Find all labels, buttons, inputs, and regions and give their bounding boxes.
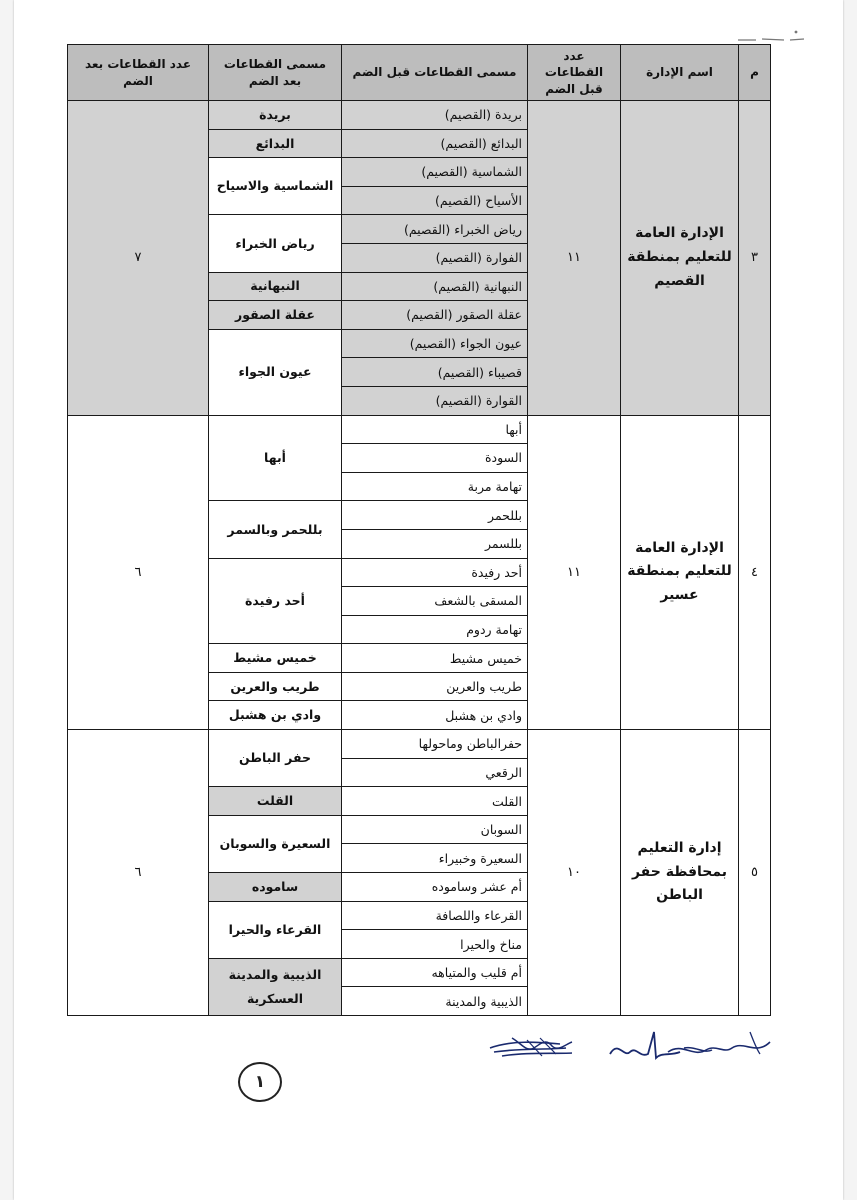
sector-before-cell: أحد رفيدة bbox=[342, 558, 528, 587]
row-number-cell: ٤ bbox=[739, 415, 771, 730]
sector-before-cell: طريب والعرين bbox=[342, 672, 528, 701]
sector-before-cell: البدائع (القصيم) bbox=[342, 129, 528, 158]
count-before-cell: ١١ bbox=[528, 415, 621, 730]
sector-before-cell: أم عشر وساموده bbox=[342, 873, 528, 902]
signature-3 bbox=[660, 1018, 780, 1068]
header-names-after: مسمى القطاعات بعد الضم bbox=[209, 45, 342, 101]
sector-before-cell: وادي بن هشبل bbox=[342, 701, 528, 730]
sector-before-cell: عيون الجواء (القصيم) bbox=[342, 329, 528, 358]
sector-before-cell: القرعاء واللصافة bbox=[342, 901, 528, 930]
sector-after-cell: القرعاء والحيرا bbox=[209, 901, 342, 958]
sector-before-cell: السعيرة وخبيراء bbox=[342, 844, 528, 873]
count-before-cell: ١١ bbox=[528, 101, 621, 416]
header-names-before: مسمى القطاعات قبل الضم bbox=[342, 45, 528, 101]
count-after-cell: ٦ bbox=[68, 415, 209, 730]
sector-before-cell: القوارة (القصيم) bbox=[342, 386, 528, 415]
count-before-cell: ١٠ bbox=[528, 730, 621, 1016]
sector-after-cell: السعيرة والسوبان bbox=[209, 815, 342, 872]
sector-before-cell: تهامة مربة bbox=[342, 472, 528, 501]
header-count-after: عدد القطاعات بعد الضم bbox=[68, 45, 209, 101]
sector-before-cell: الأسياح (القصيم) bbox=[342, 186, 528, 215]
admin-name-cell: الإدارة العامة للتعليم بمنطقة عسير bbox=[621, 415, 739, 730]
table-row bbox=[68, 415, 771, 444]
row-number-cell: ٥ bbox=[739, 730, 771, 1016]
sectors-merge-table bbox=[67, 44, 771, 1016]
sector-before-cell: الذيبية والمدينة bbox=[342, 987, 528, 1016]
sector-before-cell: عقلة الصقور (القصيم) bbox=[342, 301, 528, 330]
sector-before-cell: بريدة (القصيم) bbox=[342, 101, 528, 130]
header-count-before: عدد القطاعات قبل الضم bbox=[528, 45, 621, 101]
sector-before-cell: تهامة ردوم bbox=[342, 615, 528, 644]
sector-after-cell: أبها bbox=[209, 415, 342, 501]
sector-before-cell: بللسمر bbox=[342, 529, 528, 558]
sector-after-cell: النبهانية bbox=[209, 272, 342, 301]
header-admin-name: اسم الإدارة bbox=[621, 45, 739, 101]
admin-name-cell: الإدارة العامة للتعليم بمنطقة القصيم bbox=[621, 101, 739, 416]
sector-after-cell: عقلة الصقور bbox=[209, 301, 342, 330]
sector-after-cell: بللحمر وبالسمر bbox=[209, 501, 342, 558]
sector-after-cell: البدائع bbox=[209, 129, 342, 158]
sector-after-cell: وادي بن هشبل bbox=[209, 701, 342, 730]
sector-after-cell: ساموده bbox=[209, 873, 342, 902]
table-row bbox=[68, 101, 771, 130]
row-number-cell: ٣ bbox=[739, 101, 771, 416]
sector-after-cell: رياض الخبراء bbox=[209, 215, 342, 272]
sector-before-cell: رياض الخبراء (القصيم) bbox=[342, 215, 528, 244]
sector-before-cell: بللحمر bbox=[342, 501, 528, 530]
sector-after-cell: الذيبية والمدينة العسكرية bbox=[209, 958, 342, 1015]
sector-before-cell: قصيباء (القصيم) bbox=[342, 358, 528, 387]
sector-after-cell: خميس مشيط bbox=[209, 644, 342, 673]
sector-after-cell: بريدة bbox=[209, 101, 342, 130]
sector-after-cell: طريب والعرين bbox=[209, 672, 342, 701]
sector-after-cell: أحد رفيدة bbox=[209, 558, 342, 644]
sector-before-cell: النبهانية (القصيم) bbox=[342, 272, 528, 301]
sector-before-cell: السودة bbox=[342, 444, 528, 473]
scan-mark bbox=[736, 28, 806, 44]
sector-after-cell: الشماسية والاسياح bbox=[209, 158, 342, 215]
sector-before-cell: الرقعي bbox=[342, 758, 528, 787]
sector-after-cell: عيون الجواء bbox=[209, 329, 342, 415]
admin-name-cell: إدارة التعليم بمحافظة حفر الباطن bbox=[621, 730, 739, 1016]
sector-before-cell: خميس مشيط bbox=[342, 644, 528, 673]
page-number-stamp bbox=[238, 1062, 282, 1102]
sector-before-cell: حفرالباطن وماحولها bbox=[342, 730, 528, 759]
page-number: ١ bbox=[254, 1072, 266, 1092]
sector-before-cell: الفوارة (القصيم) bbox=[342, 243, 528, 272]
sector-after-cell: القلت bbox=[209, 787, 342, 816]
sector-after-cell: حفر الباطن bbox=[209, 730, 342, 787]
sector-before-cell: أبها bbox=[342, 415, 528, 444]
table-body bbox=[68, 101, 771, 1016]
table-header-row bbox=[68, 45, 771, 101]
sector-before-cell: أم قليب والمتياهه bbox=[342, 958, 528, 987]
header-m: م bbox=[739, 45, 771, 101]
sector-before-cell: المسقى بالشعف bbox=[342, 587, 528, 616]
sector-before-cell: القلت bbox=[342, 787, 528, 816]
sector-before-cell: الشماسية (القصيم) bbox=[342, 158, 528, 187]
table-row bbox=[68, 730, 771, 759]
sector-before-cell: مناخ والحيرا bbox=[342, 930, 528, 959]
count-after-cell: ٦ bbox=[68, 730, 209, 1016]
sector-before-cell: السوبان bbox=[342, 815, 528, 844]
count-after-cell: ٧ bbox=[68, 101, 209, 416]
